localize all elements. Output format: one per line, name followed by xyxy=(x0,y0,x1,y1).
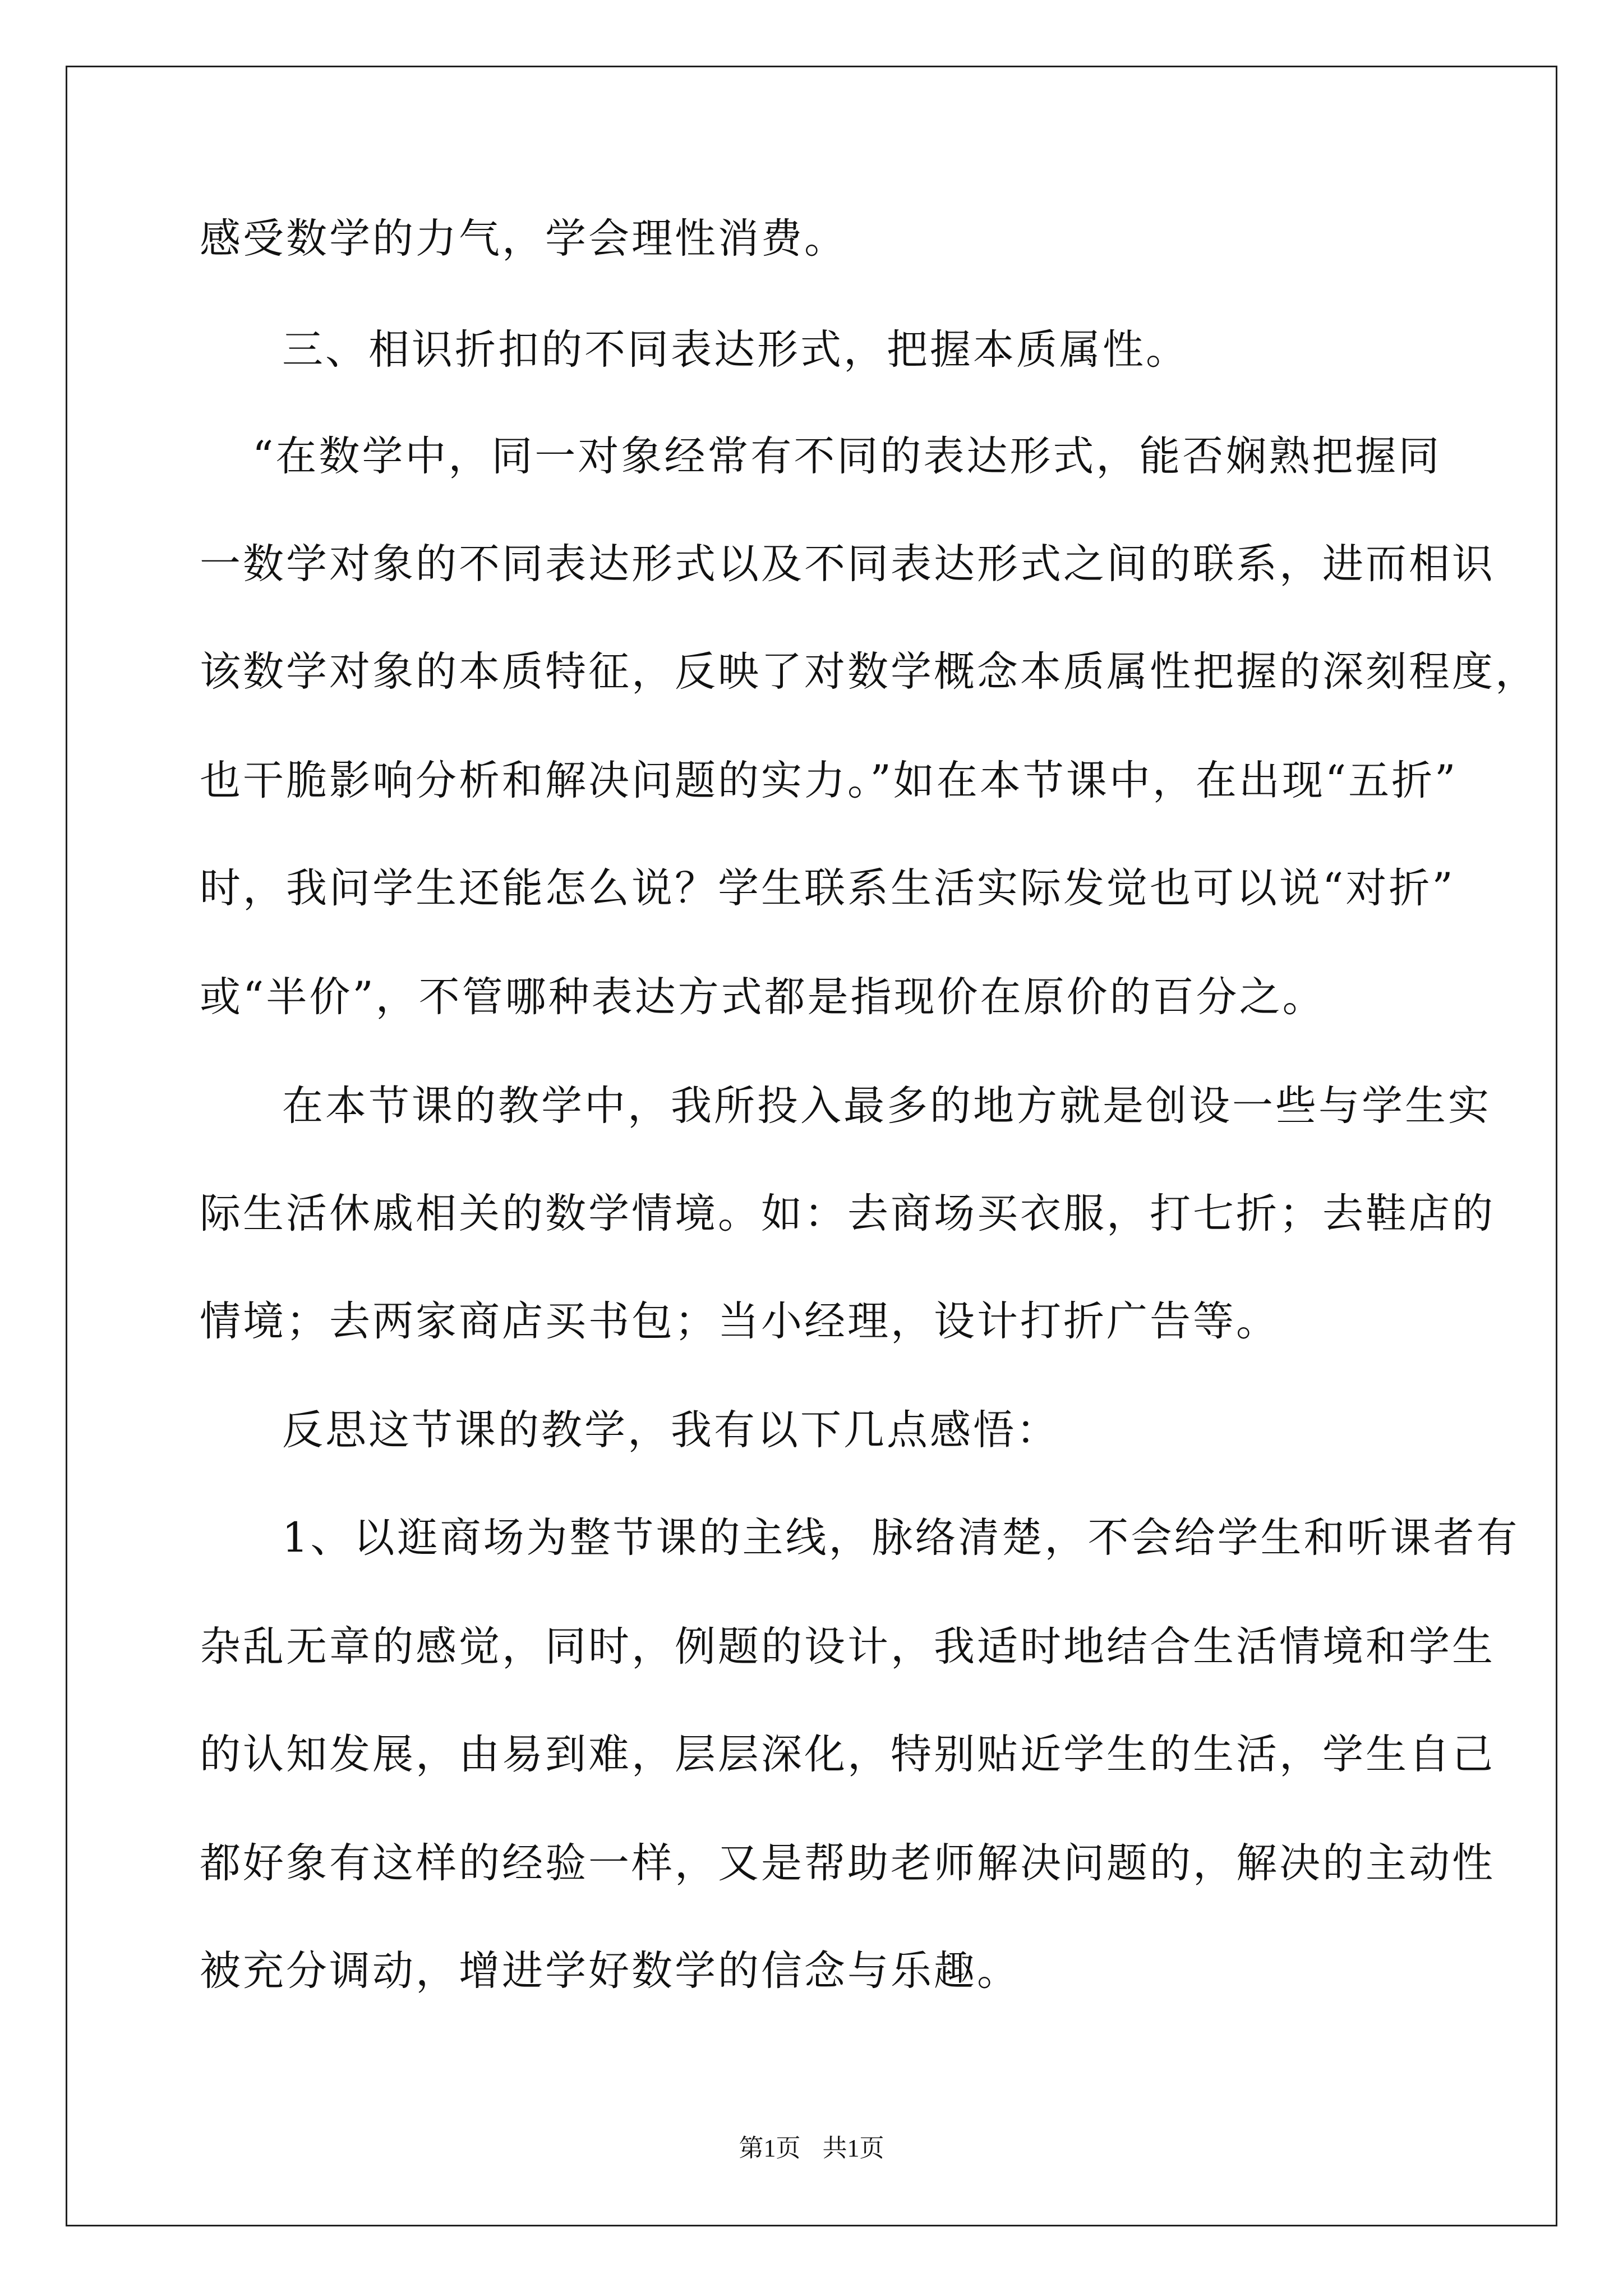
paragraph-line: 杂乱无章的感觉，同时，例题的设计，我适时地结合生活情境和学生 xyxy=(200,1623,1495,1671)
paragraph-line: 都好象有这样的经验一样，又是帮助老师解决问题的，解决的主动性 xyxy=(200,1839,1495,1887)
paragraph-line: 际生活休戚相关的数学情境。如：去商场买衣服，打七折；去鞋店的 xyxy=(200,1190,1495,1237)
paragraph-line: 1、以逛商场为整节课的主线，脉络清楚，不会给学生和听课者有 xyxy=(282,1514,1520,1562)
paragraph-line: 也干脆影响分析和解决问题的实力。”如在本节课中，在出现“五折” xyxy=(200,757,1458,804)
paragraph-line: 或“半价”，不管哪种表达方式都是指现价在原价的百分之。 xyxy=(200,973,1326,1021)
section-heading: 三、相识折扣的不同表达形式，把握本质属性。 xyxy=(282,326,1189,374)
paragraph-line: 被充分调动，增进学好数学的信念与乐趣。 xyxy=(200,1947,1020,1995)
paragraph-line: 一数学对象的不同表达形式以及不同表达形式之间的联系，进而相识 xyxy=(200,540,1495,588)
paragraph-line: 时，我问学生还能怎么说？学生联系生活实际发觉也可以说“对折” xyxy=(200,864,1455,912)
paragraph-line: 在本节课的教学中，我所投入最多的地方就是创设一些与学生实 xyxy=(282,1082,1491,1130)
paragraph-line: 情境；去两家商店买书包；当小经理，设计打折广告等。 xyxy=(200,1297,1279,1345)
page-footer xyxy=(0,2132,1623,2165)
paragraph-line: 感受数学的力气，学会理性消费。 xyxy=(200,215,847,263)
paragraph-line: “在数学中，同一对象经常有不同的表达形式，能否娴熟把握同 xyxy=(252,432,1442,480)
paragraph-line: 反思这节课的教学，我有以下几点感悟： xyxy=(282,1406,1059,1454)
page-border xyxy=(66,66,1557,2226)
paragraph-line: 该数学对象的本质特征，反映了对数学概念本质属性把握的深刻程度， xyxy=(200,648,1538,696)
page-number: 第1页 xyxy=(739,2134,801,2162)
paragraph-line: 的认知发展，由易到难，层层深化，特别贴近学生的生活，学生自己 xyxy=(200,1731,1495,1778)
page-total: 共1页 xyxy=(822,2134,884,2162)
